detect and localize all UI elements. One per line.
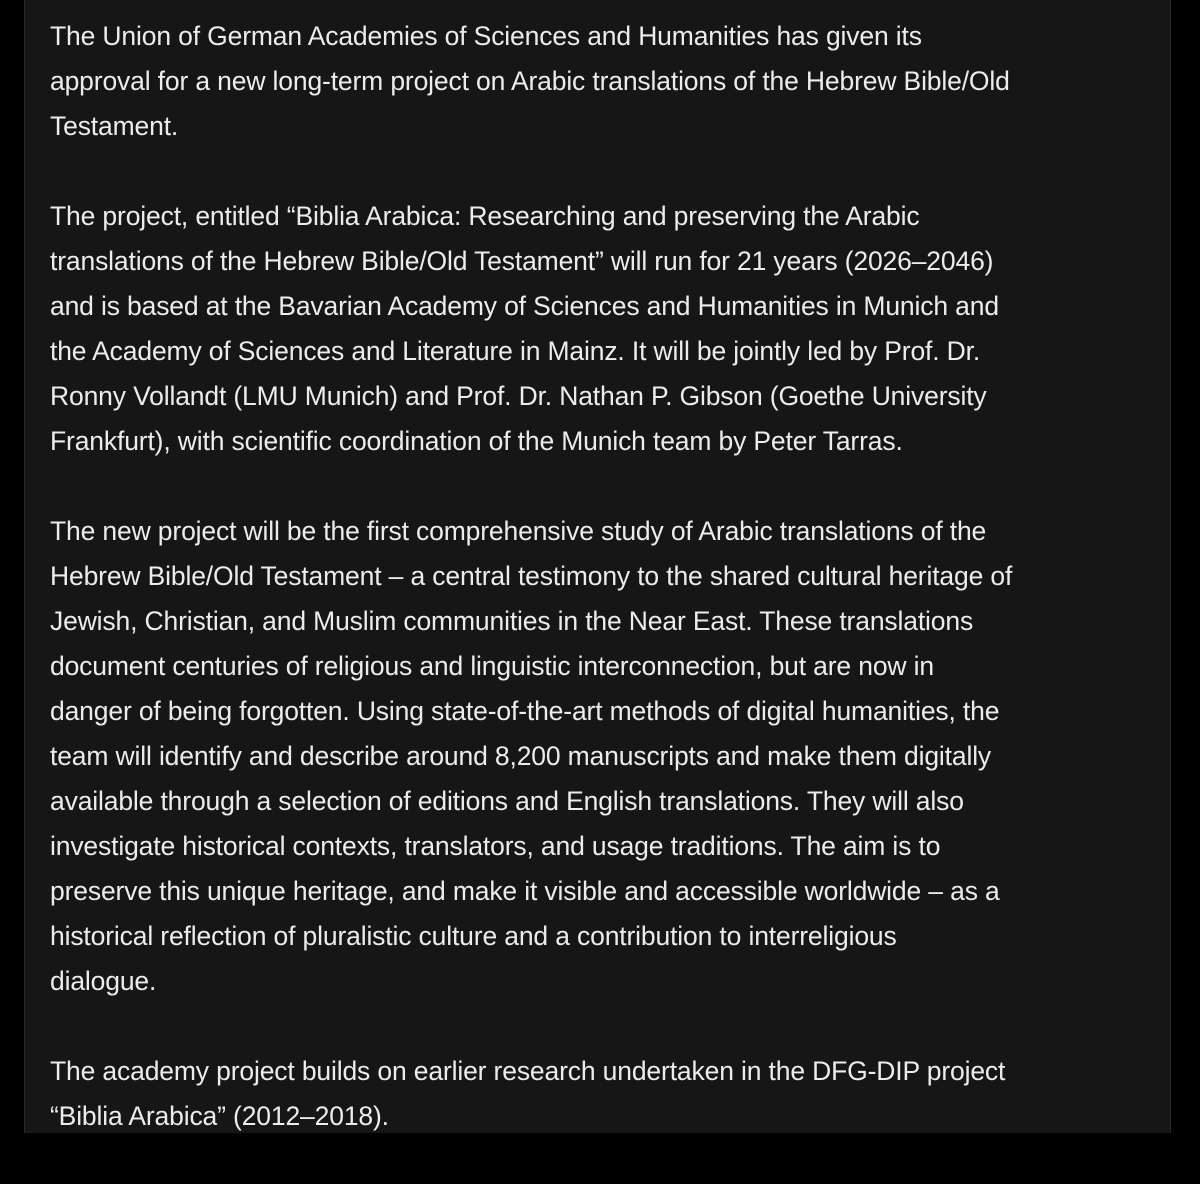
paragraph-earlier-research: The academy project builds on earlier research undertaken in the DFG-DIP project “Biblia Arabica” (2012–2018). (50, 1056, 1006, 1131)
paragraph-approval: The Union of German Academies of Sciences and Humanities has given its approval for a new long-term project on Arabic translations of the Hebrew Bible/Old Testament. (50, 21, 1010, 141)
text-panel (24, 0, 1171, 1133)
paragraph-project-details: The project, entitled “Biblia Arabica: Researching and preserving the Arabic translations of the Hebrew Bible/Old Testament” will run for 21 years (2026–2046) and is based at the Bavarian Academy of Sciences and Humanities in Munich and the Academy of Sciences and Literature in Mainz. It will be jointly led by Prof. Dr. Ronny Vollandt (LMU Munich) and Prof. Dr. Nathan P. Gibson (Goethe University Frankfurt), with scientific coordination of the Munich team by Peter Tarras. (50, 201, 999, 456)
paragraph-study-description: The new project will be the first comprehensive study of Arabic translations of the Hebrew Bible/Old Testament – a central testimony to the shared cultural heritage of Jewish, Christian, and Muslim communities in the Near East. These translations document centuries of religious and linguistic interconnection, but are now in danger of being forgotten. Using state-of-the-art methods of digital humanities, the team will identify and describe around 8,200 manuscripts and make them digitally available through a selection of editions and English translations. They will also investigate historical contexts, translators, and usage traditions. The aim is to preserve this unique heritage, and make it visible and accessible worldwide – as a historical reflection of pluralistic culture and a contribution to interreligious dialogue. (50, 516, 1013, 996)
article-body (50, 14, 1150, 1184)
